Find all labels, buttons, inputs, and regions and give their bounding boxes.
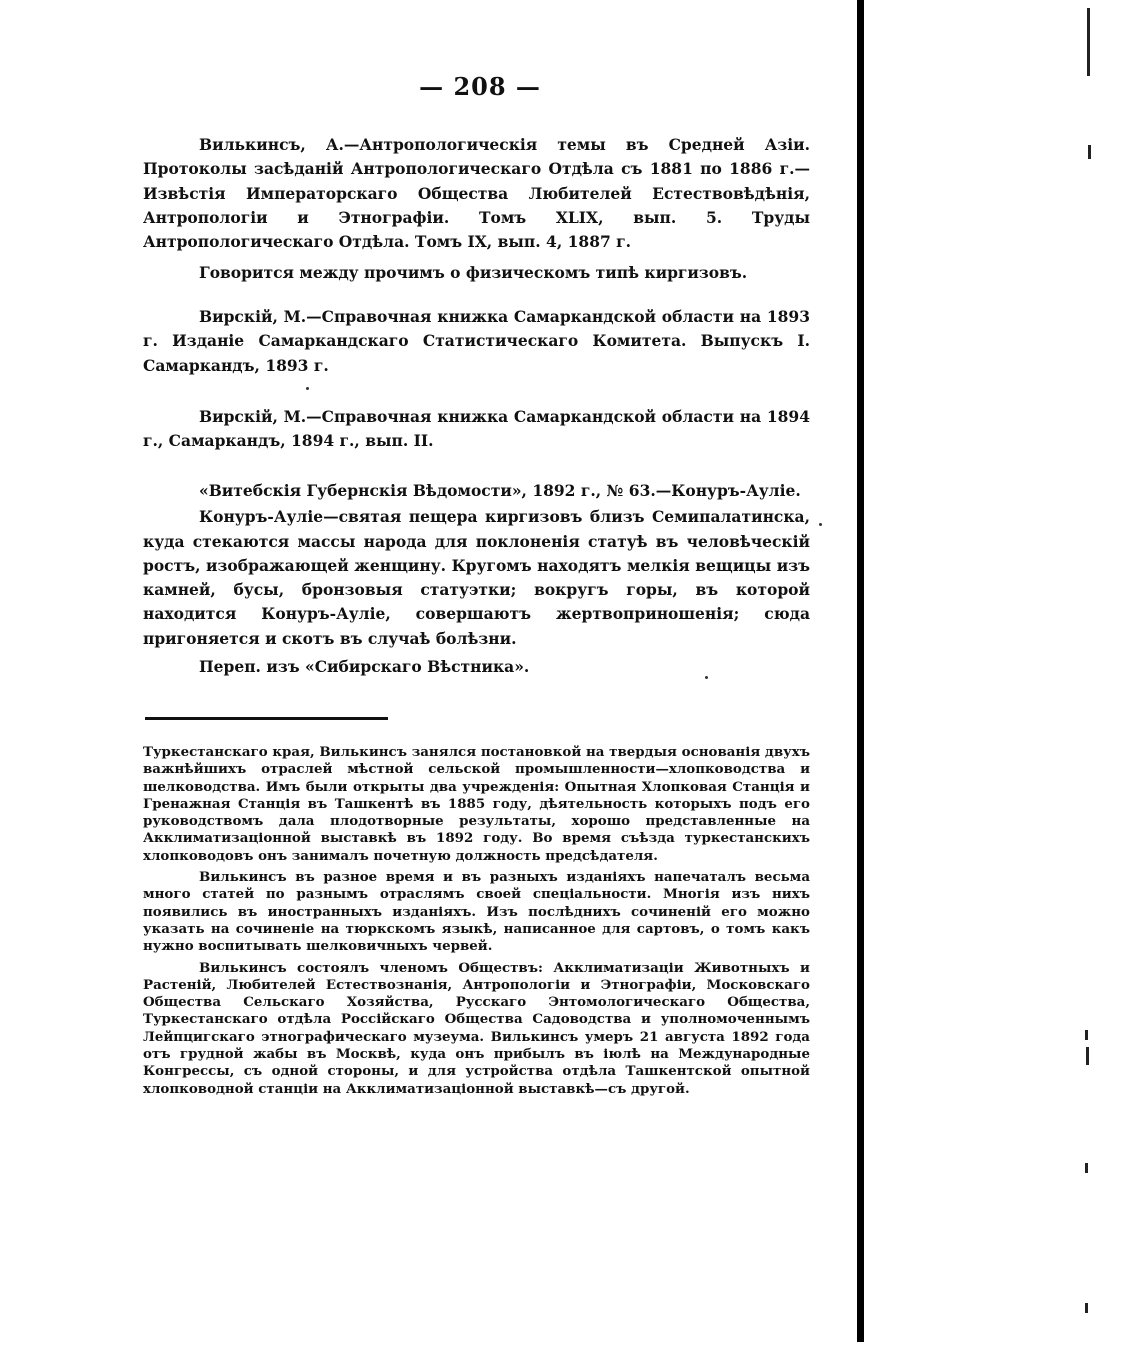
entry-annotation: Конуръ-Ауліе—святая пещера киргизовъ близъ Семипалатинска, куда стекаются массы народа для поклоненія статуѣ въ человѣческій ростъ, изображающей женщину. Кругомъ находятъ мелкія вещицы изъ камней, бусы, бронзовыя статуэтки; вокругъ горы, въ которой находится Конуръ-Ауліе, совершаютъ жертвоприношенія; сюда пригоняется и скотъ въ случаѣ болѣзни. [143, 507, 810, 648]
edge-mark [1085, 1303, 1088, 1313]
edge-mark [1085, 1030, 1088, 1040]
entry-annotation: Говорится между прочимъ о физическомъ типѣ киргизовъ. [199, 263, 748, 283]
entry-citation: Вирскій, М.—Справочная книжка Самаркандской области на 1894 г., Самаркандъ, 1894 г., вып. II. [143, 407, 810, 451]
bibliography-entry [143, 133, 810, 286]
page-number: — 208 — [419, 72, 541, 101]
edge-mark [1086, 1047, 1089, 1065]
bibliography-entry [143, 405, 810, 454]
binding-shadow-line [857, 0, 864, 1342]
footnote-separator [145, 717, 388, 720]
bibliography-entry [143, 305, 810, 378]
speck [306, 387, 309, 390]
footnotes [143, 744, 810, 1098]
entry-source-note: Переп. изъ «Сибирскаго Вѣстника». [199, 657, 530, 677]
footnote-paragraph: Вилькинсъ состоялъ членомъ Обществъ: Акклиматизаціи Животныхъ и Растеній, Любителей Естествознанія, Антропологіи и Этнографіи, Московскаго Общества Сельскаго Хозяйства, Русскаго Энтомологическаго Общества, Туркестанскаго отдѣла Россійскаго Общества Садоводства и уполномоченнымъ Лейпцигскаго этнографическаго музеума. Вилькинсъ умеръ 21 августа 1892 года отъ грудной жабы въ Москвѣ, куда онъ прибылъ въ іюлѣ на Международные Конгрессы, съ одной стороны, и для устройства отдѣла Ташкентской опытной хлопководной станціи на Акклиматизаціонной выставкѣ—съ другой. [143, 959, 810, 1097]
edge-mark [1088, 145, 1091, 159]
entry-citation: Вирскій, М.—Справочная книжка Самаркандской области на 1893 г. Изданіе Самаркандскаго Статистическаго Комитета. Выпускъ I. Самаркандъ, 1893 г. [143, 307, 810, 375]
entry-citation: Вилькинсъ, А.—Антропологическія темы въ Средней Азіи. Протоколы засѣданій Антропологическаго Отдѣла съ 1881 по 1886 г.—Извѣстія Императорскаго Общества Любителей Естествовѣдѣнія, Антропологіи и Этнографіи. Томъ XLIX, вып. 5. Труды Антропологическаго Отдѣла. Томъ IX, вып. 4, 1887 г. [143, 135, 810, 252]
footnote-paragraph: Вилькинсъ въ разное время и въ разныхъ изданіяхъ напечаталъ весьма много статей по разнымъ отраслямъ своей спеціальности. Многія изъ нихъ появились въ иностранныхъ изданіяхъ. Изъ послѣднихъ сочиненій его можно указать на сочиненіе на тюркскомъ языкѣ, написанное для сартовъ, о томъ какъ нужно воспитывать шелковичныхъ червей. [143, 869, 810, 955]
speck [819, 523, 822, 526]
footnote-paragraph: Туркестанскаго края, Вилькинсъ занялся постановкой на твердыя основанія двухъ важнѣйшихъ отраслей мѣстной сельской промышленности—хлопководства и шелководства. Имъ были открыты два учрежденія: Опытная Хлопковая Станція и Гренажная Станція въ Ташкентѣ въ 1885 году, дѣятельность которыхъ подъ его руководствомъ дала плодотворные результаты, хорошо представленные на Акклиматизаціонной выставкѣ въ 1892 году. Во время съѣзда туркестанскихъ хлопководовъ онъ занималъ почетную должность предсѣдателя. [143, 744, 810, 864]
edge-mark [1085, 1163, 1088, 1173]
bibliography-entry [143, 479, 810, 679]
edge-mark [1087, 8, 1090, 76]
entry-citation: «Витебскія Губернскія Вѣдомости», 1892 г., № 63.—Конуръ-Ауліе. [199, 481, 801, 500]
